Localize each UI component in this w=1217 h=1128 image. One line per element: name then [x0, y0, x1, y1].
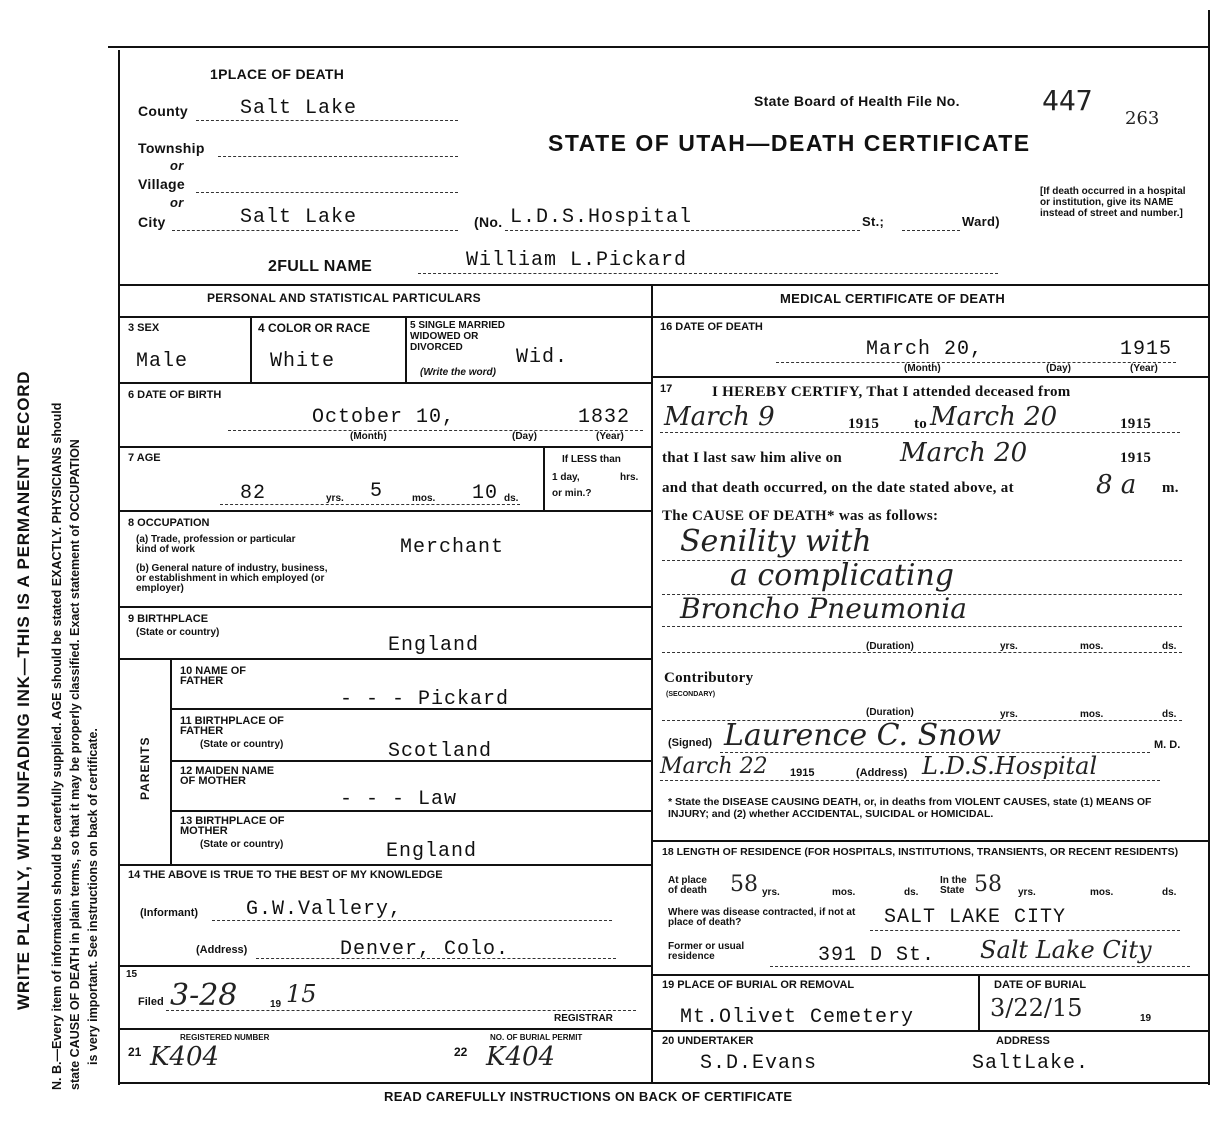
informant-label: (Informant)	[140, 907, 199, 919]
mother-name-label: 12 MAIDEN NAME OF MOTHER	[180, 765, 275, 787]
age-label: 7 AGE	[128, 452, 161, 464]
undertaker-label: 20 UNDERTAKER	[662, 1035, 754, 1047]
undertaker-address-label: ADDRESS	[996, 1035, 1050, 1047]
file-number-label: State Board of Health File No.	[754, 93, 960, 109]
cert-number: 17	[660, 383, 673, 395]
mother-name-value: - - - Law	[340, 788, 458, 811]
duration-mos-2: mos.	[1080, 709, 1104, 720]
age-days: 10	[472, 482, 499, 505]
contracted-value: SALT LAKE CITY	[884, 906, 1067, 929]
full-name-label: 2FULL NAME	[268, 258, 373, 275]
father-birthplace-value: Scotland	[388, 740, 493, 763]
day-label: 1 day,	[552, 472, 580, 483]
birthplace-sub: (State or country)	[136, 627, 220, 638]
informant-value: G.W.Vallery,	[246, 898, 403, 921]
filed-nineteen: 19	[270, 999, 282, 1010]
filed-number: 15	[126, 969, 138, 980]
file-number-value-2: 263	[1125, 108, 1160, 129]
nb-note-line2: state CAUSE OF DEATH in plain terms, so that it may be properly classified. Exact statement of OCCUPATION	[68, 439, 82, 1090]
filed-label: Filed	[138, 996, 164, 1008]
death-time: 8 a	[1096, 470, 1137, 500]
former-residence-handwritten: Salt Lake City	[980, 936, 1152, 964]
certify-text: I HEREBY CERTIFY, That I attended deceased from	[712, 384, 1071, 400]
dob-month-cap: (Month)	[350, 431, 387, 442]
birthplace-label: 9 BIRTHPLACE	[128, 613, 209, 625]
registered-number-label: REGISTERED NUMBER	[180, 1033, 270, 1042]
occupation-value: Merchant	[400, 536, 505, 559]
place-of-death-label: 1PLACE OF DEATH	[210, 66, 345, 82]
city-value: Salt Lake	[240, 206, 358, 229]
cause-line3: Broncho Pneumonia	[680, 592, 967, 625]
city-label: City	[138, 214, 166, 230]
frame-top	[108, 46, 1208, 48]
at-place-yrs: yrs.	[762, 887, 780, 898]
md-label: M. D.	[1154, 739, 1181, 751]
burial-place-value: Mt.Olivet Cemetery	[680, 1006, 915, 1029]
dod-month-cap: (Month)	[904, 363, 941, 374]
duration-ds-1: ds.	[1162, 641, 1177, 652]
nb-note-line1: N. B.—Every item of information should be carefully supplied. AGE should be stated EXACTLY. PHYSICIANS should	[50, 402, 64, 1090]
registered-number-num: 21	[128, 1045, 142, 1059]
attended-to-year: 1915	[1120, 416, 1152, 432]
dob-year: 1832	[578, 406, 631, 429]
contracted-label: Where was disease contracted, if not at place of death?	[668, 907, 856, 928]
marital-label: 5 SINGLE MARRIED WIDOWED OR DIVORCED	[410, 320, 506, 353]
attended-to: March 20	[930, 402, 1058, 432]
date-of-death-label: 16 DATE OF DEATH	[660, 321, 763, 333]
filed-value: 3-28	[170, 978, 238, 1013]
min-label: or min.?	[552, 488, 592, 499]
burial-date-value: 3/22/15	[990, 994, 1083, 1022]
last-saw-label: that I last saw him alive on	[662, 450, 843, 466]
dob-label: 6 DATE OF BIRTH	[128, 389, 222, 401]
date-of-death-year: 1915	[1120, 338, 1173, 361]
burial-date-label: DATE OF BURIAL	[994, 979, 1087, 991]
color-label: 4 COLOR OR RACE	[258, 321, 371, 335]
father-birthplace-sub: (State or country)	[200, 739, 284, 750]
burial-permit-num: 22	[454, 1045, 468, 1059]
st-label: St.;	[862, 214, 885, 229]
hospital-value: L.D.S.Hospital	[510, 206, 693, 229]
undertaker-value: S.D.Evans	[700, 1052, 818, 1075]
county-label: County	[138, 103, 189, 119]
undertaker-address-value: SaltLake.	[972, 1052, 1090, 1075]
age-yrs-cap: yrs.	[326, 493, 344, 504]
no-label: (No.	[474, 214, 503, 230]
cause-footnote: * State the DISEASE CAUSING DEATH, or, in deaths from VIOLENT CAUSES, state (1) MEANS OF INJURY; and (2) whether ACCIDENTAL, SUICIDAL or HOMICIDAL.	[668, 796, 1152, 820]
cause-line1: Senility with	[680, 524, 872, 559]
sex-label: 3 SEX	[128, 322, 160, 334]
dod-day-cap: (Day)	[1046, 363, 1072, 374]
last-saw-value: March 20	[900, 438, 1028, 468]
contributory-label: Contributory	[664, 670, 754, 686]
physician-address-value: L.D.S.Hospital	[922, 752, 1098, 780]
last-saw-year: 1915	[1120, 450, 1152, 466]
age-months: 5	[370, 480, 384, 503]
father-name-value: - - - Pickard	[340, 688, 510, 711]
mother-birthplace-sub: (State or country)	[200, 839, 284, 850]
at-place-mos: mos.	[832, 887, 856, 898]
m-label: m.	[1162, 480, 1179, 496]
sign-year: 1915	[790, 767, 815, 779]
sign-date: March 22	[660, 754, 768, 779]
mother-birthplace-label: 13 BIRTHPLACE OF MOTHER	[180, 815, 285, 837]
signed-label: (Signed)	[668, 737, 712, 749]
frame-left	[118, 50, 120, 1085]
dob-day-cap: (Day)	[512, 431, 538, 442]
duration-label-1: (Duration)	[866, 641, 914, 652]
registered-number-value: K404	[150, 1042, 220, 1072]
or-2: or	[170, 195, 184, 210]
mother-birthplace-value: England	[386, 840, 478, 863]
registrar-label: REGISTRAR	[554, 1013, 613, 1024]
file-number-value: 447	[1042, 84, 1093, 117]
frame-right	[1208, 10, 1210, 1085]
certificate-title: STATE OF UTAH—DEATH CERTIFICATE	[548, 130, 1031, 156]
at-place-label: At place of death	[668, 875, 707, 896]
dod-year-cap: (Year)	[1130, 363, 1158, 374]
at-place-value: 58	[730, 872, 758, 897]
duration-label-2: (Duration)	[866, 707, 914, 718]
duration-mos-1: mos.	[1080, 641, 1104, 652]
in-state-ds: ds.	[1162, 887, 1177, 898]
physician-address-label: (Address)	[856, 767, 908, 779]
dob-value: October 10,	[312, 406, 456, 429]
in-state-mos: mos.	[1090, 887, 1114, 898]
attended-from-year: 1915	[848, 416, 880, 432]
write-plainly-notice: WRITE PLAINLY, WITH UNFADING INK—THIS IS A PERMANENT RECORD	[14, 370, 33, 1010]
medical-section-title: MEDICAL CERTIFICATE OF DEATH	[780, 291, 1006, 306]
cause-label: The CAUSE OF DEATH* was as follows:	[662, 508, 939, 524]
institution-note: [If death occurred in a hospital or institution, give its NAME instead of street and number.]	[1040, 186, 1186, 219]
informant-address-label: (Address)	[196, 944, 248, 956]
burial-place-label: 19 PLACE OF BURIAL OR REMOVAL	[662, 979, 855, 991]
burial-date-nineteen: 19	[1140, 1013, 1152, 1024]
village-label: Village	[138, 176, 185, 192]
occupation-a: (a) Trade, profession or particular kind of work	[136, 534, 296, 555]
filed-year: 15	[286, 980, 317, 1008]
color-value: White	[270, 350, 336, 373]
less-than-label: If LESS than	[562, 454, 621, 465]
former-residence-label: Former or usual residence	[668, 941, 745, 962]
to-label: to	[914, 416, 928, 432]
date-of-death-value: March 20,	[866, 338, 984, 361]
marital-hint: (Write the word)	[420, 367, 496, 378]
former-residence-value: 391 D St.	[818, 944, 936, 967]
father-birthplace-label: 11 BIRTHPLACE OF FATHER	[180, 715, 284, 737]
duration-ds-2: ds.	[1162, 709, 1177, 720]
at-place-ds: ds.	[904, 887, 919, 898]
county-value: Salt Lake	[240, 97, 358, 120]
duration-yrs-2: yrs.	[1000, 709, 1018, 720]
birthplace-value: England	[388, 634, 480, 657]
burial-permit-value: K404	[486, 1042, 556, 1072]
or-1: or	[170, 158, 184, 173]
nb-note-line3: is very important. See instructions on back of certificate.	[86, 728, 100, 1065]
ward-label: Ward)	[962, 214, 1000, 229]
footer-instructions: READ CAREFULLY INSTRUCTIONS ON BACK OF CERTIFICATE	[384, 1089, 793, 1104]
occupation-b: (b) General nature of industry, business, or establishment in which employed (or employer)	[136, 563, 328, 594]
hrs-label: hrs.	[620, 472, 639, 483]
residence-label: 18 LENGTH OF RESIDENCE (FOR HOSPITALS, INSTITUTIONS, TRANSIENTS, OR RECENT RESIDENTS)	[662, 846, 1179, 858]
dob-year-cap: (Year)	[596, 431, 624, 442]
age-ds-cap: ds.	[504, 493, 519, 504]
cause-line2: a complicating	[730, 558, 954, 593]
father-name-label: 10 NAME OF FATHER	[180, 665, 247, 687]
personal-section-title: PERSONAL AND STATISTICAL PARTICULARS	[207, 291, 481, 305]
death-occurred-label: and that death occurred, on the date stated above, at	[662, 480, 1014, 496]
in-state-label: In the State	[940, 875, 967, 896]
parents-label: PARENTS	[138, 736, 152, 800]
frame-bottom	[118, 1082, 1208, 1084]
occupation-label: 8 OCCUPATION	[128, 517, 210, 529]
duration-yrs-1: yrs.	[1000, 641, 1018, 652]
physician-signature: Laurence C. Snow	[724, 718, 1002, 753]
in-state-value: 58	[974, 872, 1002, 897]
marital-value: Wid.	[516, 346, 569, 369]
column-divider	[651, 284, 653, 1082]
age-mos-cap: mos.	[412, 493, 436, 504]
burial-permit-label: NO. OF BURIAL PERMIT	[490, 1033, 583, 1042]
informant-address-value: Denver, Colo.	[340, 938, 510, 961]
sex-value: Male	[136, 350, 189, 373]
secondary-label: (SECONDARY)	[666, 691, 716, 698]
township-label: Township	[138, 140, 205, 156]
attended-from: March 9	[664, 402, 775, 432]
full-name-value: William L.Pickard	[466, 249, 688, 272]
in-state-yrs: yrs.	[1018, 887, 1036, 898]
true-statement-label: 14 THE ABOVE IS TRUE TO THE BEST OF MY KNOWLEDGE	[128, 869, 443, 881]
age-years: 82	[240, 482, 267, 505]
